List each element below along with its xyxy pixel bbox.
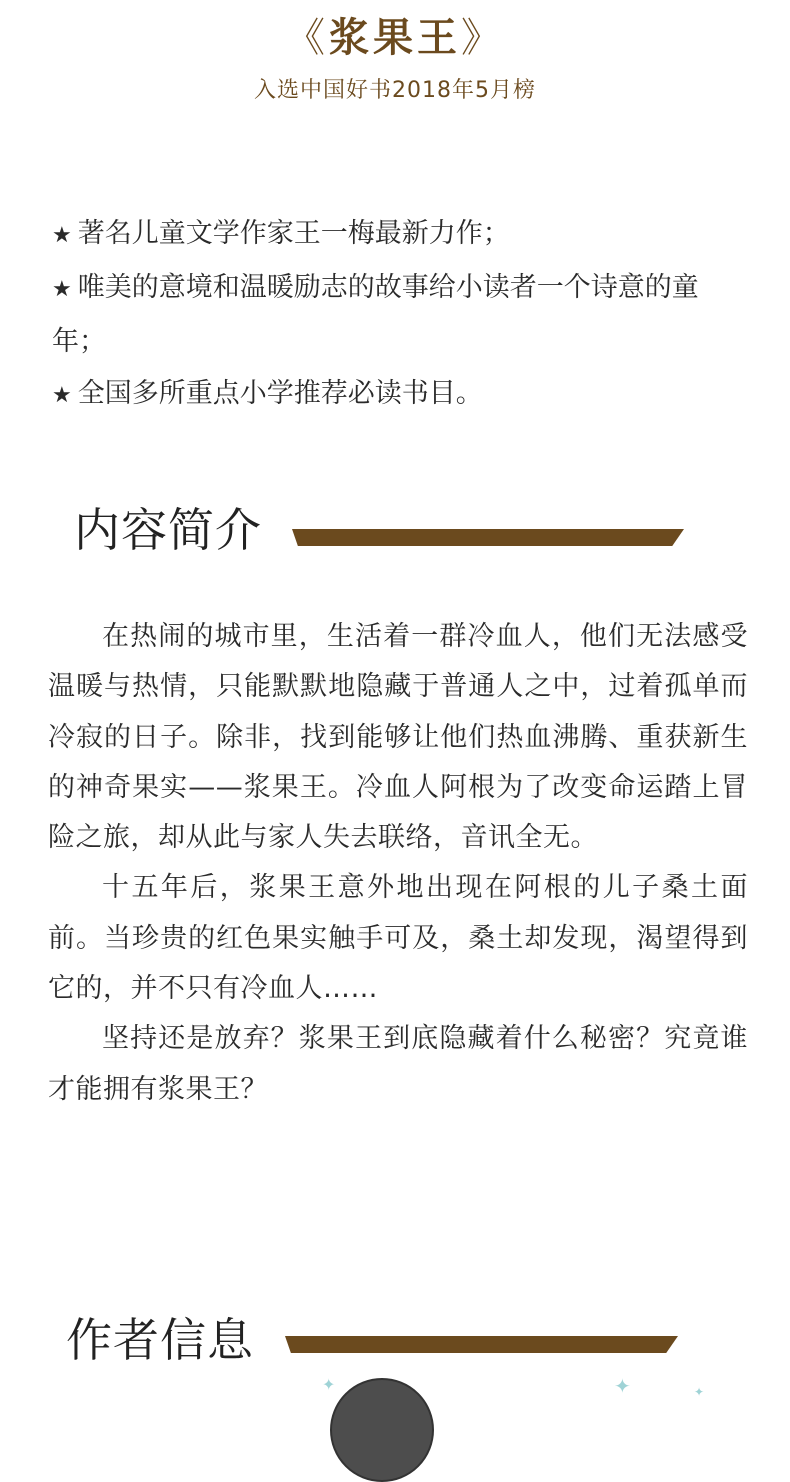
highlight-text: 著名儿童文学作家王一梅最新力作； (77, 218, 510, 249)
highlight-item (52, 368, 752, 422)
book-award-subtitle: 入选中国好书2018年5月榜 (254, 78, 536, 103)
section-heading-author: 作者信息 (66, 1313, 254, 1367)
section-heading-bar (285, 1336, 678, 1353)
intro-paragraph: 在热闹的城市里，生活着一群冷血人，他们无法感受温暖与热情，只能默默地隐藏于普通人之中，过着孤单而冷寂的日子。除非，找到能够让他们热血沸腾、重获新生的神奇果实——浆果王。冷血人阿根为了改变命运踏上冒险之旅，却从此与家人失去联络，音讯全无。 (48, 621, 748, 854)
highlight-item (52, 208, 752, 262)
highlight-item (52, 262, 752, 368)
intro-body (48, 612, 748, 1115)
star-icon: ★ (52, 383, 72, 408)
author-avatar (330, 1378, 434, 1482)
intro-paragraph: 十五年后，浆果王意外地出现在阿根的儿子桑土面前。当珍贵的红色果实触手可及，桑土却发现，渴望得到它的，并不只有冷血人…… (48, 872, 748, 1005)
star-icon: ★ (52, 277, 72, 302)
title-close-bracket: 》 (461, 15, 505, 61)
book-title (0, 10, 790, 66)
book-title-text: 浆果王 (329, 14, 461, 61)
title-open-bracket: 《 (285, 15, 329, 61)
sparkle-icon: ✦ (694, 1385, 705, 1399)
intro-paragraph: 坚持还是放弃？浆果王到底隐藏着什么秘密？究竟谁才能拥有浆果王？ (48, 1023, 748, 1105)
sparkle-icon: ✦ (614, 1374, 631, 1398)
sparkle-icon: ✦ (322, 1375, 336, 1394)
highlight-text: 唯美的意境和温暖励志的故事给小读者一个诗意的童年； (52, 272, 699, 357)
section-heading-intro: 内容简介 (74, 503, 262, 557)
star-icon: ★ (52, 223, 72, 248)
highlight-text: 全国多所重点小学推荐必读书目。 (77, 378, 483, 409)
section-heading-bar (292, 529, 684, 546)
highlights-list (52, 208, 752, 422)
